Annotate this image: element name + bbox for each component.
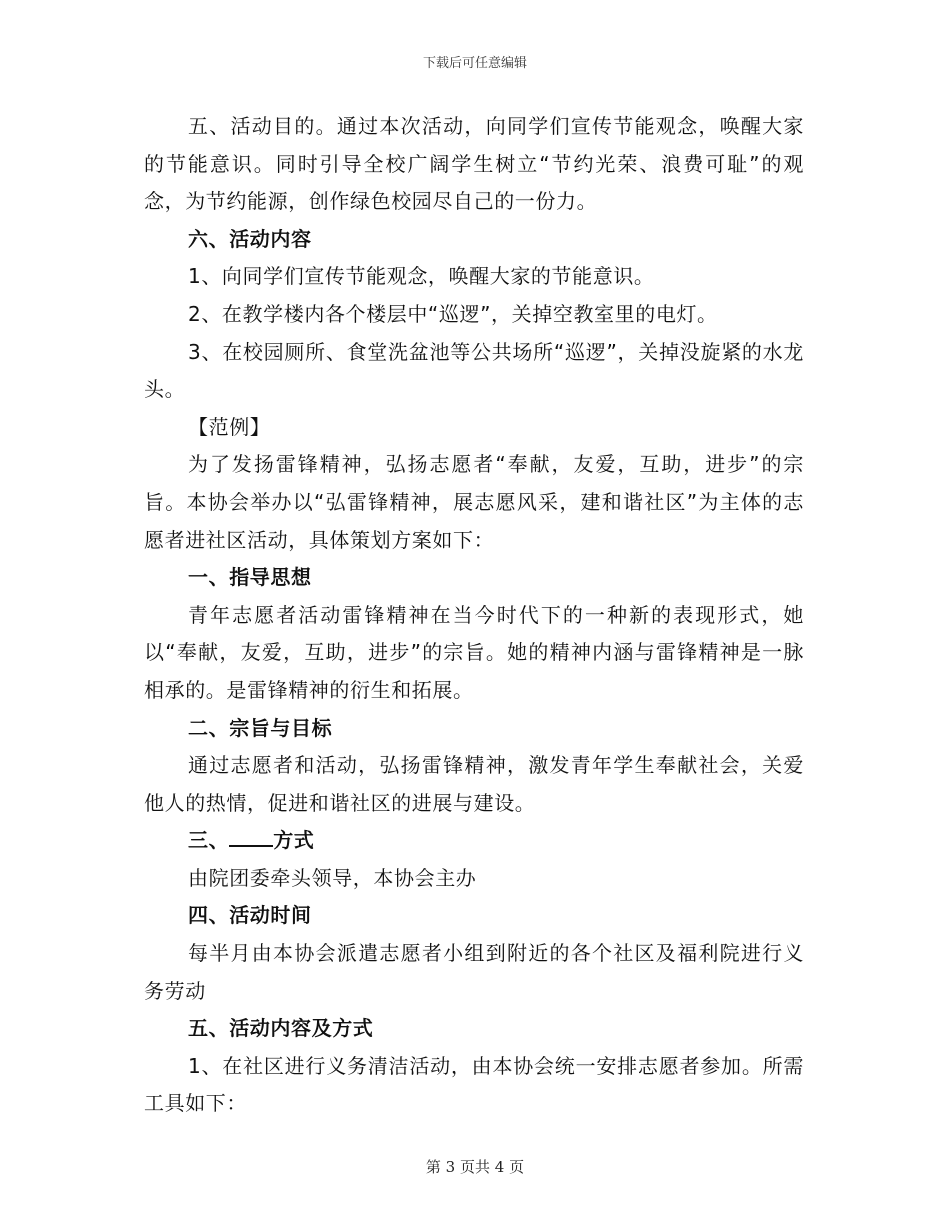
heading-method-suffix: 方式 bbox=[273, 828, 315, 853]
paragraph-intro: 为了发扬雷锋精神，弘扬志愿者“奉献，友爱，互助，进步”的宗旨。本协会举办以“弘雷锋精神，展志愿风采，建和谐社区”为主体的志愿者进社区活动，具体策划方案如下： bbox=[144, 452, 804, 552]
paragraph-purpose-goal: 通过志愿者和活动，弘扬雷锋精神，激发青年学生奉献社会，关爱他人的热情，促进和谐社区的进展与建设。 bbox=[144, 753, 804, 815]
heading-method-prefix: 三、 bbox=[188, 828, 230, 853]
list-item-2: 2、在教学楼内各个楼层中“巡逻”，关掉空教室里的电灯。 bbox=[188, 301, 718, 326]
paragraph-cleaning: 1、在社区进行义务清洁活动，由本协会统一安排志愿者参加。所需工具如下： bbox=[144, 1053, 804, 1116]
document-body bbox=[144, 108, 804, 1123]
example-label: 【范例】 bbox=[188, 414, 271, 439]
list-item-3: 3、在校园厕所、食堂洗盆池等公共场所“巡逻”，关掉没旋紧的水龙头。 bbox=[144, 339, 804, 402]
heading-method bbox=[144, 822, 804, 860]
heading-purpose-goal: 二、宗旨与目标 bbox=[188, 715, 333, 740]
paragraph-activity-time: 每半月由本协会派遣志愿者小组到附近的各个社区及福利院进行义务劳动 bbox=[144, 941, 804, 1003]
list-item-1: 1、向同学们宣传节能观念，唤醒大家的节能意识。 bbox=[188, 264, 655, 289]
paragraph-guiding-thought: 青年志愿者活动雷锋精神在当今时代下的一种新的表现形式，她以“奉献，友爱，互助，进步”的宗旨。她的精神内涵与雷锋精神是一脉相承的。是雷锋精神的衍生和拓展。 bbox=[144, 602, 804, 702]
fill-in-blank bbox=[229, 827, 273, 847]
paragraph-activity-purpose: 五、活动目的。通过本次活动，向同学们宣传节能观念，唤醒大家的节能意识。同时引导全校广阔学生树立“节约光荣、浪费可耻”的观念，为节约能源，创作绿色校园尽自己的一份力。 bbox=[144, 114, 804, 214]
page-header: 下载后可任意编辑 bbox=[422, 56, 527, 71]
page-footer: 第 3 页共 4 页 bbox=[425, 1158, 525, 1176]
heading-activity-content: 六、活动内容 bbox=[188, 226, 312, 251]
paragraph-method: 由院团委牵头领导，本协会主办 bbox=[188, 865, 477, 890]
heading-content-method: 五、活动内容及方式 bbox=[188, 1016, 374, 1041]
heading-activity-time: 四、活动时间 bbox=[188, 903, 312, 928]
heading-guiding-thought: 一、指导思想 bbox=[188, 565, 312, 590]
